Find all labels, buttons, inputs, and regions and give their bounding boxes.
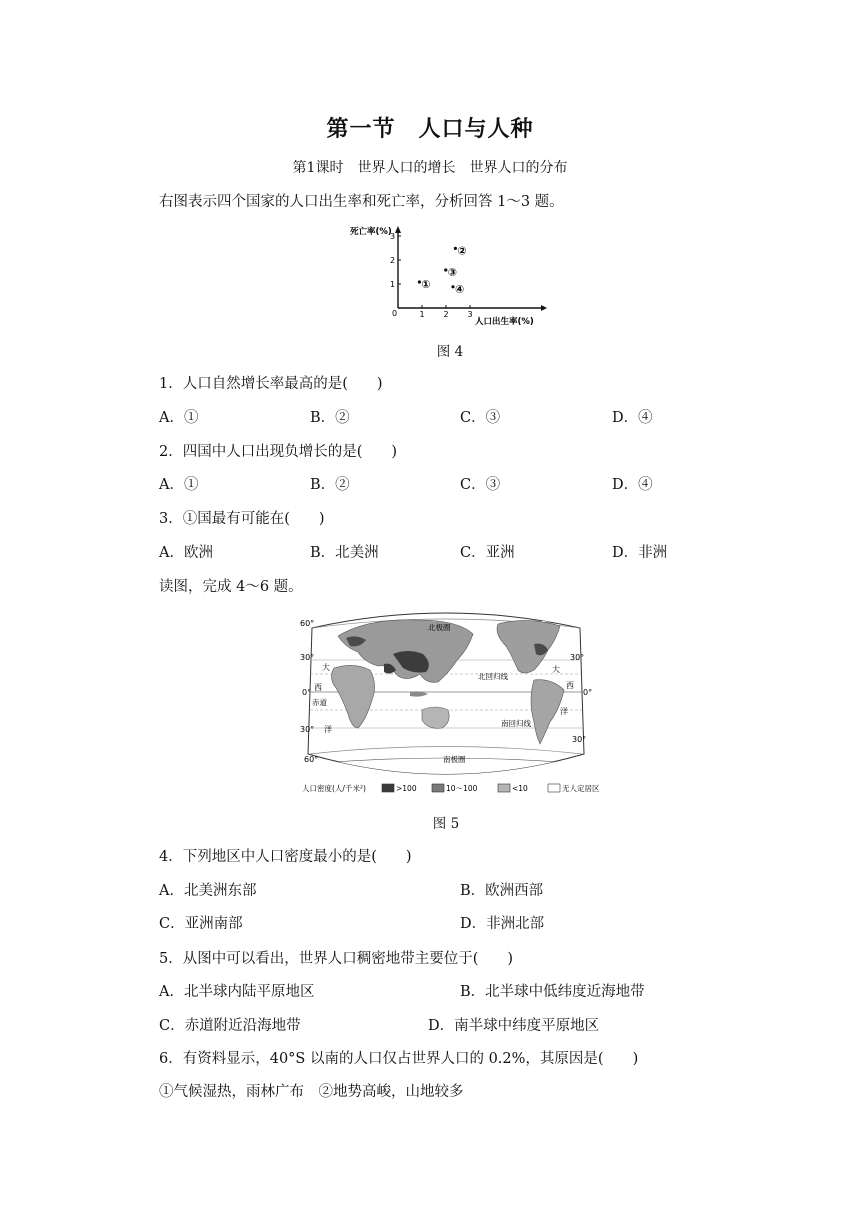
q5-option-d[interactable]: D．南半球中纬度平原地区 (428, 1018, 600, 1034)
lat-0-right-label: 0° (583, 688, 593, 697)
q1-option-a[interactable]: A．① (159, 410, 199, 426)
intro-q4-6: 读图，完成 4～6 题。 (159, 579, 303, 595)
atlantic-char-xi-right: 西 (566, 681, 574, 690)
lat-60s-left-label: 60° (304, 755, 319, 764)
point-label-3: ③ (447, 266, 458, 279)
y-tick-label-1: 1 (390, 280, 396, 289)
legend-swatch-2 (432, 784, 444, 792)
q3-option-a[interactable]: A．欧洲 (159, 545, 213, 561)
origin-label: 0 (392, 309, 398, 318)
point-label-4: ④ (455, 282, 465, 296)
figure-4-caption: 图 4 (436, 344, 464, 360)
q2-option-c[interactable]: C．③ (460, 477, 501, 493)
point-label-2: ② (457, 244, 467, 258)
x-tick-label-3: 3 (467, 310, 473, 319)
q1-stem: 1．人口自然增长率最高的是( ) (159, 376, 383, 392)
y-axis-arrow (395, 226, 401, 233)
q1-option-b[interactable]: B．② (310, 410, 350, 426)
q3-stem: 3．①国最有可能在( ) (159, 511, 325, 527)
x-tick-label-1: 1 (419, 310, 425, 319)
figure-5-caption: 图 5 (432, 816, 460, 832)
q4-stem: 4．下列地区中人口密度最小的是( ) (159, 849, 412, 865)
q2-option-a[interactable]: A．① (159, 477, 199, 493)
q4-option-a[interactable]: A．北美洲东部 (159, 883, 257, 899)
legend-label-2: 10～100 (446, 784, 478, 793)
q4-option-d[interactable]: D．非洲北部 (460, 916, 545, 932)
tropic-south-label: 南回归线 (501, 719, 531, 728)
x-axis-label: 人口出生率(%) (475, 317, 534, 327)
legend-label-1: >100 (396, 784, 417, 793)
x-tick-label-2: 2 (443, 310, 449, 319)
atlantic-char-da-left: 大 (322, 663, 330, 672)
legend-title: 人口密度(人/千米²) (302, 784, 366, 793)
y-tick-label-3: 3 (390, 232, 396, 241)
q2-option-d[interactable]: D．④ (612, 477, 653, 493)
tropic-north-label: 北回归线 (478, 672, 508, 681)
y-tick-label-2: 2 (390, 256, 396, 265)
figure-5-world-map (298, 604, 600, 798)
lat-30s-left-label: 30° (300, 725, 315, 734)
q5-option-a[interactable]: A．北半球内陆平原地区 (159, 984, 315, 1000)
q4-option-c[interactable]: C．亚洲南部 (159, 916, 243, 932)
q6-stem: 6．有资料显示，40°S 以南的人口仅占世界人口的 0.2%，其原因是( ) (159, 1051, 639, 1067)
lat-30n-right-label: 30° (570, 653, 585, 662)
atlantic-char-da-right: 大 (552, 665, 560, 674)
atlantic-char-yang-right: 洋 (560, 707, 568, 716)
q5-option-c[interactable]: C．赤道附近沿海地带 (159, 1018, 301, 1034)
legend-swatch-4 (548, 784, 560, 792)
lat-0-left-label: 0° (302, 688, 312, 697)
legend-label-3: <10 (512, 784, 528, 793)
q1-option-c[interactable]: C．③ (460, 410, 501, 426)
q2-option-b[interactable]: B．② (310, 477, 350, 493)
lat-30n-left-label: 30° (300, 653, 315, 662)
atlantic-char-yang-left: 洋 (324, 725, 332, 734)
antarctic-label: 南极圈 (443, 755, 466, 764)
q5-stem: 5．从图中可以看出，世界人口稠密地带主要位于( ) (159, 951, 514, 967)
legend-label-4: 无人定居区 (562, 784, 600, 793)
point-label-1: ① (421, 278, 431, 291)
legend-swatch-3 (498, 784, 510, 792)
q5-option-b[interactable]: B．北半球中低纬度近海地带 (460, 984, 645, 1000)
q4-option-b[interactable]: B．欧洲西部 (460, 883, 544, 899)
page-title: 第一节 人口与人种 (326, 116, 534, 142)
arctic-label: 北极圈 (428, 623, 451, 632)
atlantic-char-xi-left: 西 (314, 683, 322, 692)
x-axis-arrow (541, 305, 547, 311)
lat-60n-left-label: 60° (300, 619, 315, 628)
y-axis-label: 死亡率(%) (350, 227, 392, 237)
greenland-shape (538, 613, 560, 623)
q2-stem: 2．四国中人口出现负增长的是( ) (159, 444, 398, 460)
lesson-subtitle: 第1课时 世界人口的增长 世界人口的分布 (292, 160, 568, 176)
lat-30s-right-label: 30° (572, 735, 587, 744)
q6-options-line: ①气候湿热，雨林广布 ②地势高峻，山地较多 (159, 1084, 464, 1100)
legend-swatch-1 (382, 784, 394, 792)
q1-option-d[interactable]: D．④ (612, 410, 653, 426)
q3-option-c[interactable]: C．亚洲 (460, 545, 515, 561)
q3-option-b[interactable]: B．北美洲 (310, 545, 379, 561)
q3-option-d[interactable]: D．非洲 (612, 545, 668, 561)
equator-label: 赤道 (312, 698, 327, 707)
figure-4-scatter (348, 220, 548, 330)
intro-q1-3: 右图表示四个国家的人口出生率和死亡率，分析回答 1～3 题。 (159, 194, 564, 210)
